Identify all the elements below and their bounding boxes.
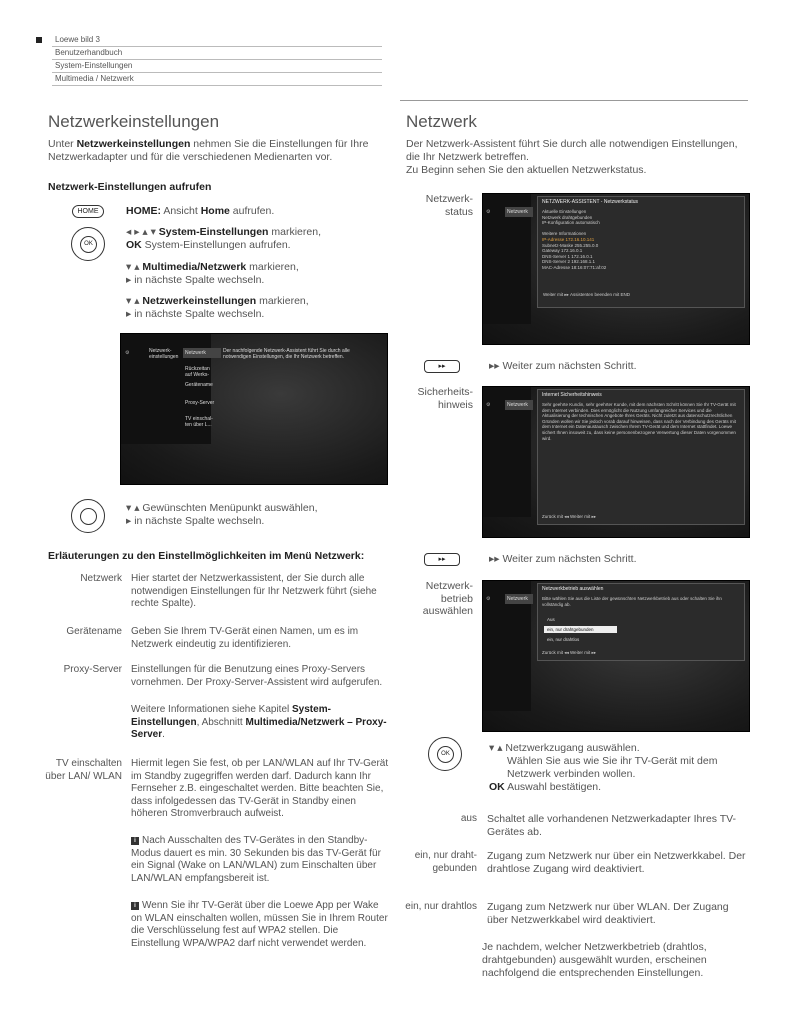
menu-screenshot xyxy=(120,333,388,485)
step-system: ◂ ▸ ▴ ▾ System-Einstellungen markieren, OK System-Einstellungen aufrufen. xyxy=(126,226,321,251)
menu-item: Netzwerk xyxy=(505,400,533,410)
ok-pad-icon xyxy=(71,499,105,533)
menu-col-label: Netzwerk-einstellungen xyxy=(149,348,179,360)
header-marker xyxy=(36,37,42,43)
dialog-footer: Zurück mit ◂◂ Weiter mit ▸▸ xyxy=(542,514,596,519)
section-heading: Erläuterungen zu den Einstellmöglichkeiten im Menü Netzwerk: xyxy=(48,550,365,562)
fast-forward-button-icon: ▸▸ xyxy=(424,360,460,373)
next-step-text: ▸▸ Weiter zum nächsten Schritt. xyxy=(489,360,637,372)
section-heading: Netzwerk-Einstellungen aufrufen xyxy=(48,181,212,193)
info-icon: i xyxy=(131,837,139,845)
ok-pad-icon: OK xyxy=(71,227,105,261)
intro-text: Unter Netzwerkeinstellungen nehmen Sie die Einstellungen für Ihre Netzwerkadapter und für die verschiedenen Medienarten vor. xyxy=(48,138,369,163)
ok-pad-icon: OK xyxy=(428,737,462,771)
def-text: Geben Sie Ihrem TV-Gerät einen Namen, um es im Netzwerk eindeutig zu identifizieren. xyxy=(131,626,359,650)
gear-icon: ⚙ xyxy=(486,209,491,215)
menu-item: Netzwerk xyxy=(505,207,533,217)
menu-item: Netzwerk xyxy=(183,348,221,358)
def-label: Netzwerk xyxy=(80,573,122,584)
option-label: ein, nur drahtlos xyxy=(405,901,477,912)
dialog-title: Netzwerkbetrieb auswählen xyxy=(542,586,604,592)
step-home: HOME: Ansicht Home aufrufen. xyxy=(126,205,275,217)
menu-item: Proxy-Server xyxy=(185,400,215,406)
option-label: aus xyxy=(460,813,477,824)
step-multimedia: ▾ ▴ Multimedia/Netzwerk markieren, ▸ in nächste Spalte wechseln. xyxy=(126,261,299,286)
dialog-title: NETZWERK-ASSISTENT - Netzwerkstatus xyxy=(542,199,639,205)
menu-item: TV einschal-ten über L... xyxy=(185,416,213,428)
info-note: i Nach Ausschalten des TV-Gerätes in den Standby-Modus dauert es min. 30 Sekunden bis das TV-Gerät für ein Signal (Wake on LAN/WLAN) zum Einschalten über LAN/WLAN empfangsbereit ist. xyxy=(131,835,381,884)
security-dialog xyxy=(537,389,745,525)
def-text: Weitere Informationen siehe Kapitel System-Einstellungen, Abschnitt Multimedia/Netzwerk – Proxy-Server. xyxy=(131,704,387,740)
mode-dialog xyxy=(537,583,745,661)
dialog-lines: Aktuelle Einstellungen Netzwerk drahtgebunden IP-Konfiguration automatisch Weitere Informationen IP-Adresse 172.16.10.141 Subnetz-Maske 255.255.0.0 Gateway 172.16.0.1 DNS-Server 1 172.16.0.1 DNS-Server 2 192.168.1.1 MAC-Adresse 18:16:07:71:af:02 xyxy=(542,209,607,270)
closing-text: Je nachdem, welcher Netzwerkbetrieb (drahtlos, drahtgebunden) ausgewählt wurden, erscheinen nachfolgend die entsprechenden Einstellungen. xyxy=(482,941,707,979)
option-text: Zugang zum Netzwerk nur über ein Netzwerkkabel. Der drahtlose Zugang wird deaktiviert. xyxy=(487,850,746,875)
fast-forward-button-icon: ▸▸ xyxy=(424,553,460,566)
screen-label: Sicherheits-hinweis xyxy=(417,386,473,411)
next-step-text: ▸▸ Weiter zum nächsten Schritt. xyxy=(489,553,637,565)
def-text: Hiermit legen Sie fest, ob per LAN/WLAN auf Ihr TV-Gerät im Standby zugegriffen werden darf. Dadurch kann Ihr Fernseher z.B. eingeschaltet werden. Bitte beachten Sie, dass infolgedessen das TV-Gerät in Standby einen höheren Stromverbrauch aufweist. xyxy=(131,758,389,819)
step-select: ▾ ▴ Gewünschten Menüpunkt auswählen, ▸ in nächste Spalte wechseln. xyxy=(126,502,318,527)
menu-item: Rückzeitan auf Werks- xyxy=(185,366,210,378)
dialog-text: Sehr geehrte Kundin, sehr geehrter Kunde, mit dem nächsten Schritt können Sie Ihr TV-Gerät mit dem Internet verbinden. Dies ermöglicht die Nutzung umfangreicher Services und die Aktualisierung der technischen Angebote Ihres Geräts. Nicht zuletzt aus datenschutzrechtlichen Gründen wollen wir Sie jedoch vorab darauf hinweisen, dass nach der Verbindung des Geräts mit dem Internet ein Datenaustausch zwischen Ihrem TV-Gerät und dem Internet stattfindet. Loewe sichert Ihnen insoweit zu, dass keine personenbezogene Verwertung dieser Daten vorgenommen wird. xyxy=(542,402,736,441)
menu-info: Der nachfolgende Netzwerk-Assistent führt Sie durch alle notwendigen Einstellungen, die Ihr Netzwerk betreffen. xyxy=(223,348,350,360)
def-text: Einstellungen für die Benutzung eines Proxy-Servers vornehmen. Der Proxy-Server-Assistent wird aufgerufen. xyxy=(131,664,383,688)
gear-icon: ⚙ xyxy=(125,350,130,356)
security-screenshot xyxy=(482,386,750,538)
mode-screenshot xyxy=(482,580,750,732)
gear-icon: ⚙ xyxy=(486,596,491,602)
header-row: System-Einstellungen xyxy=(52,60,382,73)
option-item: Aus xyxy=(547,617,555,622)
def-label: Proxy-Server xyxy=(63,664,122,675)
header-row: Multimedia / Netzwerk xyxy=(52,73,382,86)
step-netzwerk: ▾ ▴ Netzwerkeinstellungen markieren, ▸ in nächste Spalte wechseln. xyxy=(126,295,309,320)
def-label: TV einschalten über LAN/ WLAN xyxy=(45,758,122,782)
header-row: Benutzerhandbuch xyxy=(52,47,382,60)
dialog-title: Internet Sicherheitshinweis xyxy=(542,392,602,398)
def-label: Gerätename xyxy=(66,626,122,637)
status-screenshot xyxy=(482,193,750,345)
option-label: ein, nur draht-gebunden xyxy=(414,850,477,874)
option-item-selected: ein, nur drahtgebunden xyxy=(544,626,617,633)
option-item: ein, nur drahtlos xyxy=(547,637,580,642)
option-text: Zugang zum Netzwerk nur über WLAN. Der Zugang über Netzwerkkabel wird deaktiviert. xyxy=(487,901,729,926)
gear-icon: ⚙ xyxy=(486,402,491,408)
menu-item: Netzwerk xyxy=(505,594,533,604)
home-button-icon: HOME xyxy=(72,205,104,218)
intro-text: Der Netzwerk-Assistent führt Sie durch alle notwendigen Einstellungen, die Ihr Netzwerk betreffen. Zu Beginn sehen Sie den aktuellen Netzwerkstatus. xyxy=(406,138,738,176)
header-row: Loewe bild 3 xyxy=(52,34,382,47)
option-text: Schaltet alle vorhandenen Netzwerkadapter Ihres TV-Gerätes ab. xyxy=(487,813,737,838)
screen-label: Netzwerk-betrieb auswählen xyxy=(422,580,473,617)
info-note: i Wenn Sie ihr TV-Gerät über die Loewe App per Wake on WLAN einschalten wollen, müssen Sie in Ihrem Router die Verschlüsselung fest auf WPA2 stellen. Die Einstellung WPA/WPA2 darf nicht verwendet werden. xyxy=(131,900,388,949)
menu-item: Gerätename xyxy=(185,382,213,388)
divider xyxy=(400,100,748,101)
dialog-text: Bitte wählen Sie aus die Liste der gewünschten Netzwerkbetrieb aus oder schalten Sie ihn vollständig ab. xyxy=(542,596,722,607)
def-text: Hier startet der Netzwerkassistent, der Sie durch alle notwendigen Einstellungen für Ihr Netzwerk führt (siehe rechte Spalte). xyxy=(131,573,377,609)
page-title: Netzwerkeinstellungen xyxy=(48,112,220,131)
dialog-footer: Weiter mit ▸▸ Assistenten beenden mit END xyxy=(543,292,630,297)
screen-label: Netzwerk-status xyxy=(425,193,473,218)
select-step: ▾ ▴ Netzwerkzugang auswählen. Wählen Sie aus wie Sie ihr TV-Gerät mit dem Netzwerk verbinden wollen. OK Auswahl bestätigen. xyxy=(489,742,718,793)
dialog-footer: Zurück mit ◂◂ Weiter mit ▸▸ xyxy=(542,650,596,655)
section-title: Netzwerk xyxy=(406,112,477,131)
info-icon: i xyxy=(131,902,139,910)
